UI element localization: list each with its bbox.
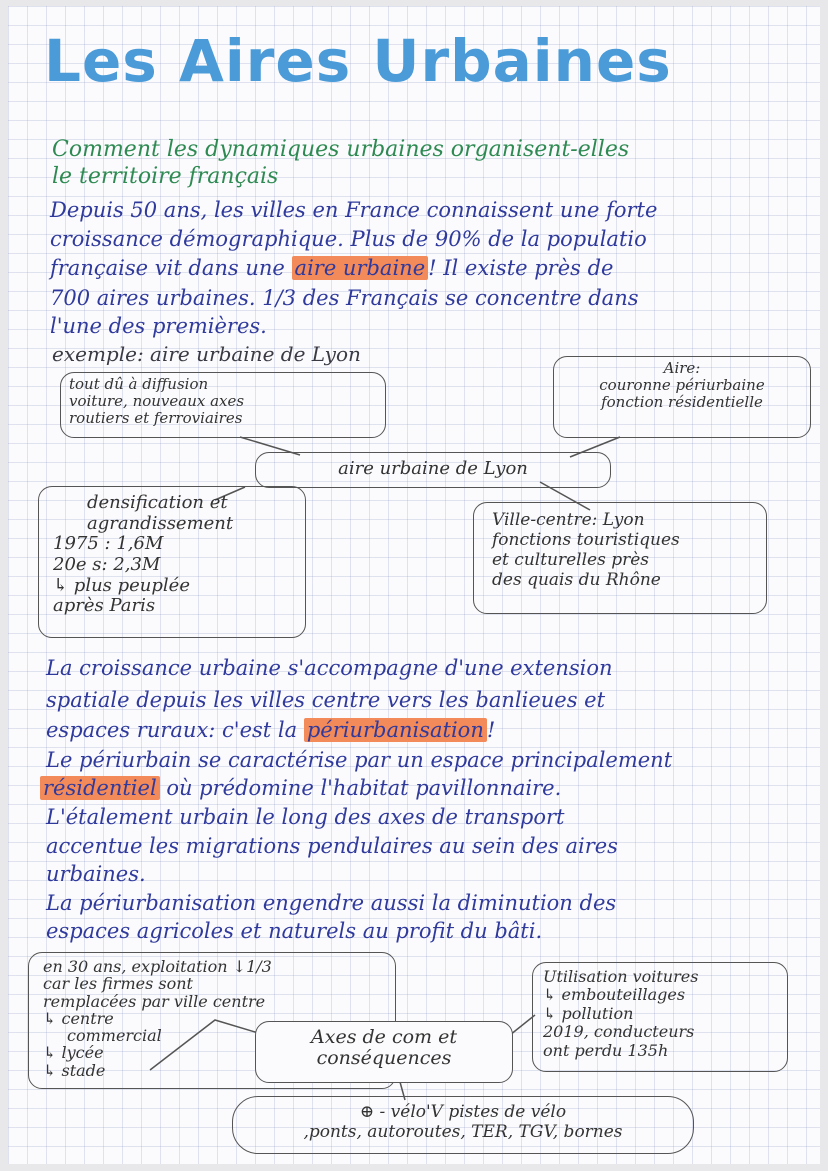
axes-de-com-center [255,1021,513,1083]
box-line: ⊕ - vélo'V pistes de vélo [359,1102,567,1122]
highlight-residentiel: résidentiel [40,776,160,800]
box-line: ↳ plus peuplée [53,574,190,596]
box-line: ↳ embouteillages [543,985,686,1005]
example-label: exemple: aire urbaine de Lyon [52,342,361,366]
box-line: Axes de com et [311,1026,457,1048]
para2-line-2: spatiale depuis les villes centre vers les banlieues et [46,688,606,712]
box-line: 1975 : 1,6M [53,533,164,555]
box-line: ↳ lycée [43,1043,104,1063]
box-line: en 30 ans, exploitation ↓1/3 [43,957,272,976]
box-line: tout dû à diffusion [69,375,209,393]
box-line: fonctions touristiques [492,530,680,551]
para2-line-3-start: espaces ruraux: c'est la [46,718,298,742]
highlight-aire-urbaine: aire urbaine [292,256,429,280]
box-line: 2019, conducteurs [543,1022,695,1042]
box-line: Utilisation voitures [543,967,699,986]
box-line: conséquences [316,1047,452,1070]
box-line: des quais du Rhône [492,570,661,591]
para2-line-9: La périurbanisation engendre aussi la diminution des [46,891,617,915]
box-line: ont perdu 135h [543,1040,669,1060]
box-line: Ville-centre: Lyon [492,510,645,530]
lyon-transport-box [60,372,386,438]
box-line: ↳ pollution [543,1003,634,1023]
para2-line-10: espaces agricoles et naturels au profit du bâti. [46,919,543,943]
intro-line-3 [50,257,613,280]
para2-line-5-end: où prédomine l'habitat pavillonnaire. [166,776,562,800]
para2-line-4: Le périurbain se caractérise par un espace principalement [46,748,673,772]
box-line: densification et [87,492,228,513]
box-line: remplacées par ville centre [43,991,266,1011]
box-line: ↳ stade [43,1060,106,1080]
intro-line-1: Depuis 50 ans, les villes en France connaissent une forte [50,198,658,222]
aire-urbaine-lyon-center [255,452,611,488]
box-line: agrandissement [87,512,234,534]
intro-line-5: l'une des premières. [50,314,267,338]
page-title: Les Aires Urbaines [44,27,672,95]
box-line: après Paris [53,595,156,617]
box-line: 20e s: 2,3M [53,554,161,576]
box-line: ↳ centre [43,1008,114,1028]
intro-line-2: croissance démographique. Plus de 90% de la populatio [50,227,647,251]
box-line: ,ponts, autoroutes, TER, TGV, bornes [303,1122,623,1143]
para2-line-8: urbaines. [46,862,146,886]
lyon-aire-box [553,356,811,438]
lyon-population-box [38,486,306,638]
box-line: fonction résidentielle [601,392,763,411]
box-line: voiture, nouveaux axes [69,391,245,410]
box-line: routiers et ferroviaires [69,408,243,427]
question-line-2: le territoire français [52,164,279,189]
diagram-center-label: aire urbaine de Lyon [338,458,528,479]
box-line: et culturelles près [492,550,650,571]
box-line: couronne périurbaine [599,375,765,394]
para2-line-3-end: ! [486,718,496,742]
question-line-1: Comment les dynamiques urbaines organisent-elles [52,137,630,162]
box-line: commercial [67,1026,162,1046]
box-line: car les firmes sont [43,974,193,994]
para2-line-1: La croissance urbaine s'accompagne d'une extension [46,656,613,680]
intro-line-3-end: ! Il existe près de [428,256,614,280]
infrastructures-box [232,1096,694,1154]
intro-line-4: 700 aires urbaines. 1/3 des Français se concentre dans [50,286,639,310]
para2-line-3 [46,719,495,742]
para2-line-5 [40,777,561,800]
box-line: Aire: [663,359,701,377]
highlight-periurbanisation: périurbanisation [304,718,487,742]
lyon-ville-centre-box [473,502,767,614]
para2-line-7: accentue les migrations pendulaires au sein des aires [46,834,618,858]
intro-line-3-start: française vit dans une [50,256,285,280]
voitures-box [532,962,788,1072]
para2-line-6: L'étalement urbain le long des axes de transport [46,805,565,829]
